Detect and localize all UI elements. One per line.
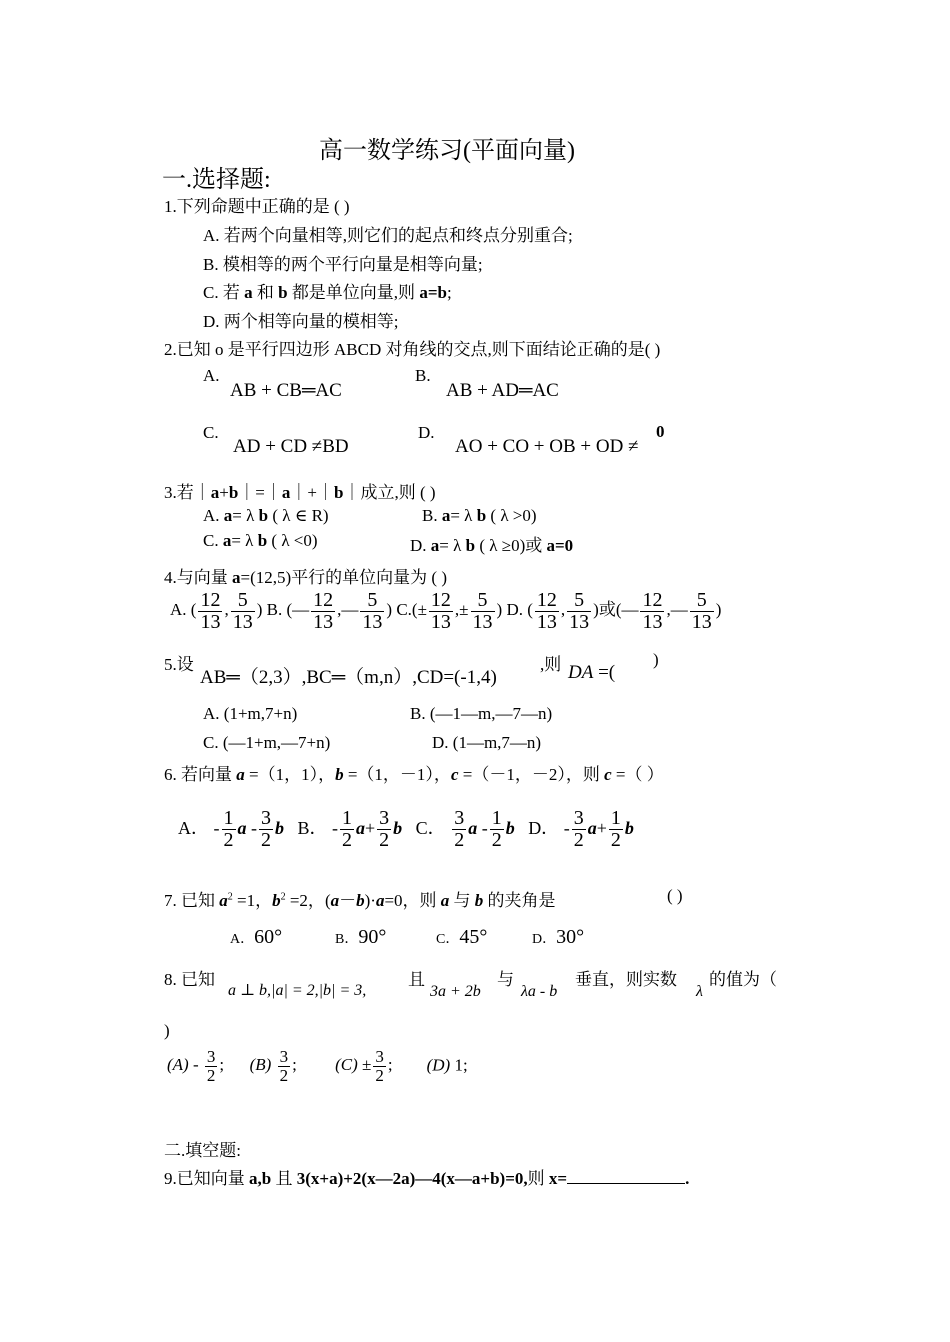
q8-vector-1: 3a + 2b [430, 983, 481, 1000]
q9-answer-blank[interactable] [567, 1165, 685, 1184]
q4-option-c: C.(± $\frac{12}{13}$ ,± $\frac{5}{13}$ ) [396, 589, 503, 633]
q2-option-d-expr: AO + CO + OB + OD ≠ [455, 436, 639, 457]
q9-stem: 9.已知向量 a,b 且 3(x+a)+2(x—2a)—4(x—a+b)=0,则 x= . [164, 1164, 689, 1189]
q5-option-a: A. (1+m,7+n) [203, 704, 298, 723]
q3-option-a: A. a= λ b ( λ ∈ R) [203, 506, 329, 525]
q8-option-c: (C) ± $\frac{3}{2}$ ; [335, 1047, 393, 1085]
q1-option-d: D. 两个相等向量的模相等; [203, 312, 399, 331]
section-heading-fill: 二.填空题: [164, 1141, 241, 1160]
q8-and: 且 [408, 970, 425, 989]
q8-vector-2: λa - b [521, 983, 558, 1000]
q2-option-c-expr: AD + CD ≠BD [233, 436, 349, 457]
q6-option-c: C． $\frac{3}{2}$ a - $\frac{1}{2}$ b [415, 807, 515, 851]
q2-option-a-expr: AB + CB═AC [230, 380, 342, 401]
q6-option-d: D． - $\frac{3}{2}$ a+ $\frac{1}{2}$ b [528, 807, 634, 851]
q5-stem: 5.设 [164, 655, 194, 674]
q7-option-d: D．30° [532, 926, 585, 948]
q3-option-c: C. a= λ b ( λ <0) [203, 531, 318, 550]
q2-option-c-label: C. [203, 423, 219, 442]
q4-option-b: B. (— $\frac{12}{13}$ ,— $\frac{5}{13}$ ) [266, 589, 393, 633]
q1-option-b: B. 模相等的两个平行向量是相等向量; [203, 255, 483, 274]
q5-da: DA =( [568, 662, 616, 683]
q2-stem: 2.已知 o 是平行四边形 ABCD 对角线的交点,则下面结论正确的是( ) [164, 340, 661, 359]
q7-stem: 7. 已知 $a^2 =1$，$b^2 =2$，(a－b)·a=0，则 a 与 b 的夹角是 [164, 891, 556, 910]
q5-option-c: C. (—1+m,—7+n) [203, 733, 331, 752]
q4-option-a: A. ( $\frac{12}{13}$ , $\frac{5}{13}$ ) [170, 589, 263, 633]
q6-stem: 6. 若向量 a =（1，1），b =（1，－1），c =（－1，－2），则 c =（ ） [164, 765, 664, 784]
q7-bracket: ( ) [667, 886, 683, 905]
q5-expr: AB═（2,3）,BC═（m,n）,CD=(-1,4) [200, 667, 497, 688]
q1-stem: 1.下列命题中正确的是 ( ) [164, 197, 350, 216]
q1-option-c: C. 若 a 和 b 都是单位向量,则 a=b; [203, 283, 452, 302]
q3-option-b: B. a= λ b ( λ >0) [422, 506, 537, 525]
q6-option-b: B． - $\frac{1}{2}$ a+ $\frac{3}{2}$ b [297, 807, 403, 851]
q6-option-a: A． - $\frac{1}{2}$ a - $\frac{3}{2}$ b [178, 807, 284, 851]
q8-close: ) [164, 1021, 170, 1040]
q3-stem: 3.若｜a+b｜=｜a｜+｜b｜成立,则 ( ) [164, 483, 436, 502]
q2-option-d-label: D. [418, 423, 435, 442]
q8-options [167, 1048, 468, 1085]
q8-stem-prefix: 8. 已知 [164, 970, 215, 989]
q8-option-a: (A) - $\frac{3}{2}$ ; [167, 1047, 225, 1085]
q8-option-d: (D) 1; [426, 1055, 468, 1075]
q5-option-b: B. (—1—m,—7—n) [410, 704, 553, 723]
q7-option-b: B．90° [335, 926, 387, 948]
q5-then: ,则 [540, 655, 562, 674]
q4-stem: 4.与向量 a=(12,5)平行的单位向量为 ( ) [164, 568, 447, 587]
q3-option-d: D. a= λ b ( λ ≥0)或 a=0 [410, 536, 574, 555]
q2-option-b-label: B. [415, 366, 431, 385]
q4-options [170, 590, 721, 633]
q5-close: ) [653, 650, 659, 669]
q5-option-d: D. (1—m,7—n) [432, 733, 542, 752]
q2-zero-vector: 0 [656, 422, 665, 441]
section-heading-choice: 一.选择题: [162, 167, 271, 193]
q8-option-b: (B) $\frac{3}{2}$ ; [249, 1047, 297, 1085]
q6-options [178, 808, 634, 851]
q8-with: 与 [497, 970, 514, 989]
q8-lambda: λ [696, 983, 703, 1000]
q4-option-d: D. ( $\frac{12}{13}$ , $\frac{5}{13}$ )或(— $\frac{12}{13}$ ,— $\frac{5}{13}$ ) [506, 589, 722, 633]
q7-option-a: A．60° [230, 926, 283, 948]
q1-option-a: A. 若两个向量相等,则它们的起点和终点分别重合; [203, 226, 573, 245]
q7-option-c: C．45° [436, 926, 488, 948]
q8-end: 的值为（ [709, 970, 777, 989]
page-title: 高一数学练习(平面向量) [319, 138, 575, 164]
q8-perp: 垂直，则实数 [575, 970, 677, 989]
q2-option-a-label: A. [203, 366, 220, 385]
q2-option-b-expr: AB + AD═AC [446, 380, 559, 401]
q8-condition: a ⊥ b,|a| = 2,|b| = 3, [228, 982, 367, 999]
